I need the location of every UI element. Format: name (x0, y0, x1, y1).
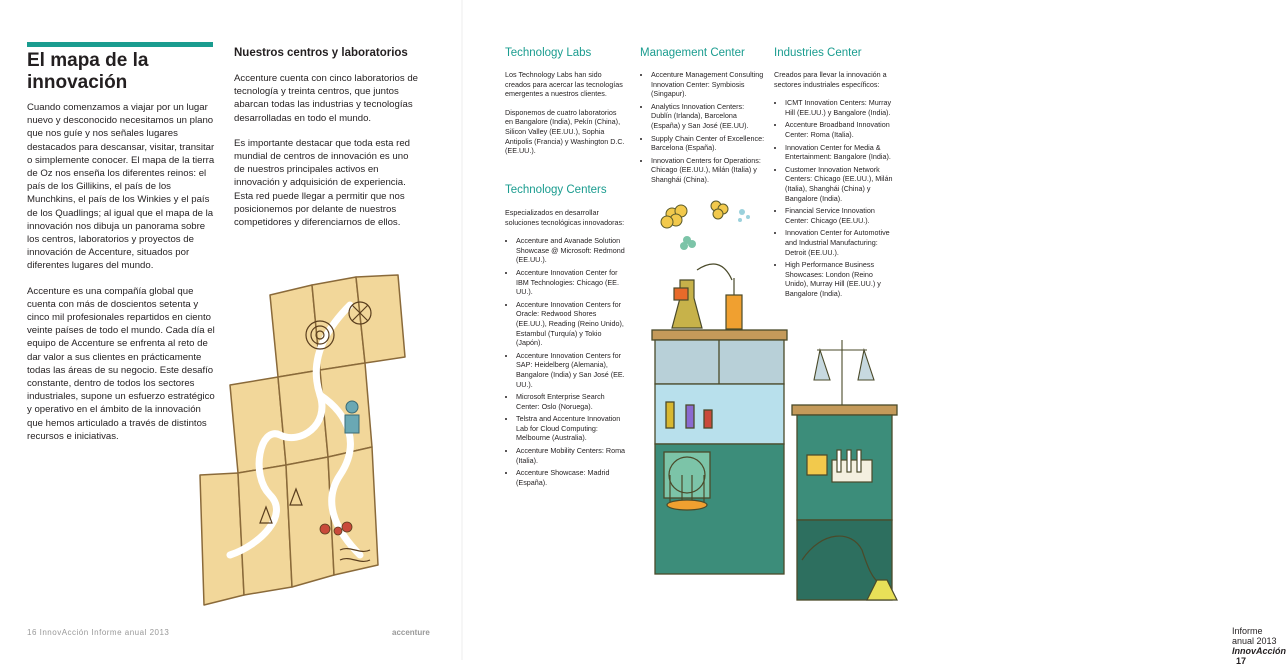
management-heading: Management Center (640, 47, 745, 59)
list-item: • ICMT Innovation Centers: Murray Hill (EE.UU.) y Bangalore (India). (785, 98, 898, 117)
list-item: • Supply Chain Center of Excellence: Barcelona (España). (651, 134, 765, 153)
centers-list (505, 236, 627, 487)
list-item: • Analytics Innovation Centers: Dublín (Irlanda), Barcelona (España) y San José (EE.UU). (651, 102, 765, 131)
intro-paragraph-1: Cuando comenzamos a viajar por un lugar nuevo y desconocido necesitamos un plano que nos guíe y nos señales lugares destacados para descansar, visitar, transitar o simplemente conocer. El mapa de la tierra de Oz nos enseña los diferentes reinos: el país de los Gillikins, el país de los Munchkins, el país de los Winkies y el país de los Quadlings; al igual que el mapa de la innovación nos dibuja un panorama sobre los centros, laboratorios y proyectos de innovación de Accenture, situados por diferentes lugares del mundo. (27, 102, 215, 272)
centers-text (505, 208, 627, 490)
industries-heading: Industries Center (774, 47, 862, 59)
list-item: • Accenture Innovation Centers for SAP: Heidelberg (Alemania), Bangalore (India) y San José (EE. UU.). (516, 351, 627, 389)
list-item: • Innovation Center for Media & Entertainment: Bangalore (India). (785, 143, 898, 162)
list-item: • Innovation Centers for Operations: Chicago (EE.UU.), Milán (Italia) y Shanghái (China). (651, 156, 765, 185)
page-title: El mapa de la innovación (27, 50, 149, 93)
brand-label: InnovAcción (1232, 646, 1286, 656)
intro-paragraph-2: Accenture es una compañía global que cuenta con más de doscientos setenta y cinco mil profesionales repartidos en ciento veinte países de todo el mundo. Cada día el equipo de Accenture se enfrenta al reto de dar valor a sus clientes en prácticamente todas las áreas de su negocio. Este desafío constante, dentro de todos los sectores industriales, supone un esfuerzo estratégico y operativo en el ámbito de la innovación que hemos articulado a través de distintos recursos e iniciativas. (27, 285, 215, 442)
report-label: Informe anual 2013 (1232, 626, 1277, 646)
title-accent-bar (27, 42, 213, 47)
list-item: • High Performance Business Showcases: London (Reino Unido), Murray Hill (EE.UU.) y Bangalore (India). (785, 260, 898, 298)
section-subtitle: Nuestros centros y laboratorios (234, 47, 408, 59)
management-list (640, 70, 765, 185)
list-item: • Telstra and Accenture Innovation Lab for Cloud Computing: Melbourne (Australia). (516, 414, 627, 443)
right-footer (1232, 626, 1286, 666)
management-text (640, 70, 765, 188)
intro-column (27, 101, 217, 455)
centers-paragraph-1: Accenture cuenta con cinco laboratorios de tecnología y treinta centros, que juntos abarcan todas las industrias y tecnologías desarrolladas en todo el mundo. (234, 73, 418, 124)
centers-paragraph-2: Es importante destacar que toda esta red mundial de centros de innovación es uno de nuestros principales activos en innovación y adquisición de experiencia. Esta red puede llegar a permitir que nos posicionemos por delante de nuestros competidores y diferenciarnos de ellos. (234, 137, 410, 229)
list-item: • Accenture and Avanade Solution Showcase @ Microsoft: Redmond (EE.UU.). (516, 236, 627, 265)
laboratory-illustration (652, 200, 897, 610)
treasure-map-illustration (200, 275, 440, 620)
labs-paragraph-1: Los Technology Labs han sido creados para acercar las tecnologías emergentes a nuestros clientes. (505, 70, 623, 99)
centers-intro: Especializados en desarrollar soluciones tecnológicas innovadoras: (505, 208, 625, 227)
left-page (0, 0, 462, 660)
list-item: • Customer Innovation Network Centers: Chicago (EE.UU.), Milán (Italia), Shanghái (China) y Bangalore (India). (785, 165, 898, 203)
list-item: • Microsoft Enterprise Search Center: Oslo (Noruega). (516, 392, 627, 411)
list-item: • Accenture Management Consulting Innovation Center: Symbiosis (Singapur). (651, 70, 765, 99)
list-item: • Innovation Center for Automotive and Industrial Manufacturing: Detroit (EE.UU.). (785, 228, 898, 257)
labs-text (505, 70, 625, 165)
right-page (462, 0, 1286, 666)
list-item: • Accenture Mobility Centers: Roma (Italia). (516, 446, 627, 465)
list-item: • Accenture Innovation Centers for Oracle: Redwood Shores (EE.UU.), Reading (Reino Unido), Estambul (Turquía) y Tokio (Japón). (516, 300, 627, 348)
centers-column (234, 72, 419, 241)
list-item: • Accenture Showcase: Madrid (España). (516, 468, 627, 487)
left-footer: 16 InnovAcción Informe anual 2013 (27, 628, 170, 637)
accenture-logo: accenture (392, 628, 430, 637)
industries-intro: Creados para llevar la innovación a sectores industriales específicos: (774, 70, 887, 89)
list-item: • Accenture Innovation Center for IBM Technologies: Chicago (EE. UU.). (516, 268, 627, 297)
centers-heading: Technology Centers (505, 184, 607, 196)
labs-heading: Technology Labs (505, 47, 592, 59)
page-number: 17 (1236, 656, 1247, 666)
labs-paragraph-2: Disponemos de cuatro laboratorios en Bangalore (India), Pekín (China), Silicon Valley (EE.UU.), Sophia Antipolis (Francia) y Washington D.C. (EE.UU.). (505, 107, 625, 156)
list-item: • Accenture Broadband Innovation Center: Roma (Italia). (785, 120, 898, 139)
list-item: • Financial Service Innovation Center: Chicago (EE.UU.). (785, 206, 898, 225)
